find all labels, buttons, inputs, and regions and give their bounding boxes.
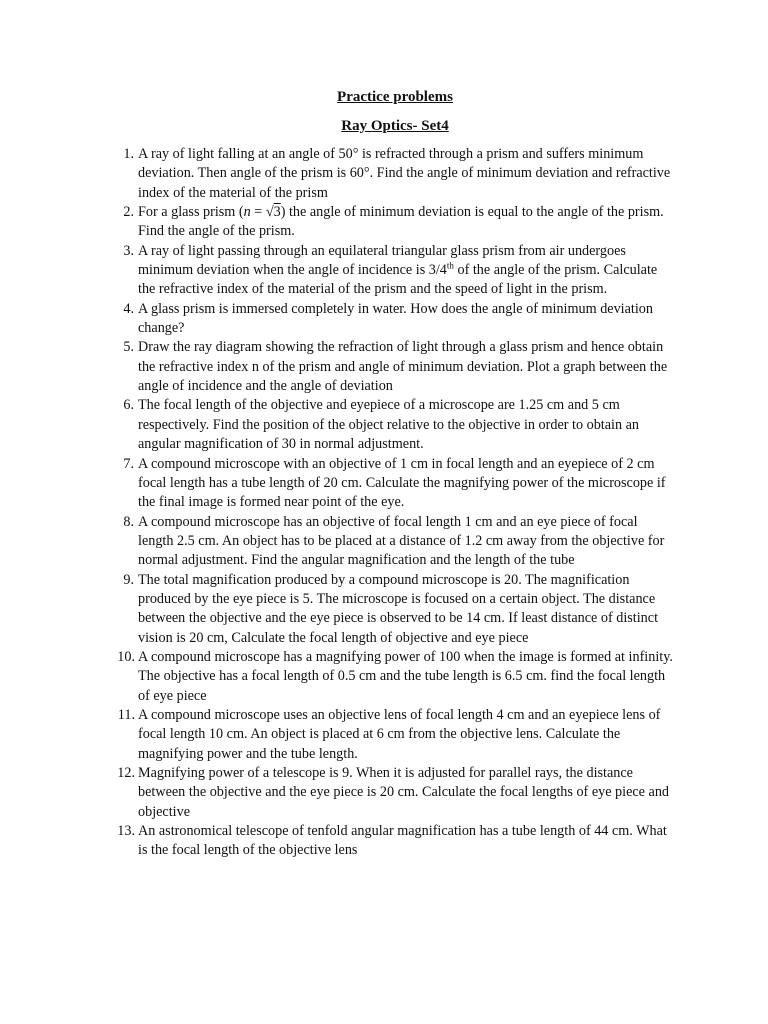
problem-text: A glass prism is immersed completely in water. How does the angle of minimum deviation change? — [138, 300, 653, 337]
problem-number: 1. — [123, 146, 134, 162]
sqrt-symbol: √ — [265, 204, 274, 221]
problem-number: 2. — [123, 204, 134, 221]
math-sqrt — [266, 204, 281, 220]
problem-item — [110, 571, 675, 648]
problem-item — [110, 513, 675, 571]
problem-text: The total magnification produced by a compound microscope is 20. The magnification produced by the eye piece is 5. The microscope is focused on a certain object. The distance between the objective and the eye piece is observed to be 14 cm. If least distance of distinct vision is 20 cm, Calculate the focal length of objective and eye piece — [138, 571, 659, 646]
problem-text: A ray of light falling at an angle of 50° is refracted through a prism and suffers minimum deviation. Then angle of the prism is 60°. Find the angle of minimum deviation and refractive index of the material of the prism — [138, 146, 671, 201]
superscript-th: th — [446, 260, 454, 271]
problem-text: The focal length of the objective and eyepiece of a microscope are 1.25 cm and 5 cm respectively. Find the position of the object relative to the objective in order to obtain an angular magnification of 30 in normal adjustment. — [138, 397, 640, 453]
problem-item — [110, 145, 675, 203]
problem-item — [110, 822, 675, 861]
problem-number: 8. — [123, 513, 134, 530]
math-equals: = — [250, 204, 266, 221]
problem-item — [110, 764, 675, 822]
problem-text — [138, 242, 675, 300]
problem-item — [110, 648, 675, 706]
problem-item — [110, 300, 675, 339]
problem-item — [110, 338, 675, 396]
problem-number: 12. — [117, 765, 135, 781]
problem-number: 5. — [123, 339, 134, 356]
problem-number: 4. — [123, 300, 134, 317]
problem-text: Draw the ray diagram showing the refraction of light through a glass prism and hence obtain the refractive index n of the prism and angle of minimum deviation. Plot a graph between the angle of incidence and the angle of deviation — [138, 339, 668, 395]
problem-text: A compound microscope has an objective of focal length 1 cm and an eye piece of focal length 2.5 cm. An object has to be placed at a distance of 1.2 cm away from the objective for normal adjustment. Find the angular magnification and the length of the tube — [138, 513, 665, 569]
problem-item — [110, 455, 675, 513]
problem-text: Magnifying power of a telescope is 9. When it is adjusted for parallel rays, the distance between the objective and the eye piece is 20 cm. Calculate the focal lengths of eye piece and objective — [138, 765, 670, 820]
problem-number: 10. — [117, 648, 135, 665]
document-title: Practice problems — [337, 89, 453, 105]
sqrt-radicand: 3 — [273, 204, 281, 221]
problem-text: A compound microscope has a magnifying power of 100 when the image is formed at infinity. The objective has a focal length of 0.5 cm and the tube length is 6.5 cm. find the focal length of eye piece — [138, 648, 673, 704]
problem-text-start: For a glass prism ( — [138, 204, 244, 221]
problem-text-start: A ray of light passing through an equilateral triangular glass prism from air undergoes minimum deviation when the angle of incidence is 3/4 — [138, 242, 626, 279]
problem-text: A compound microscope with an objective of 1 cm in focal length and an eyepiece of 2 cm focal length has a tube length of 20 cm. Calculate the magnifying power of the microscope if the final image is formed near point of the eye. — [138, 455, 666, 511]
problem-text: An astronomical telescope of tenfold angular magnification has a tube length of 44 cm. What is the focal length of the objective lens — [138, 823, 667, 859]
problem-item — [110, 396, 675, 454]
problem-text — [138, 203, 675, 242]
problem-number: 11. — [117, 706, 135, 723]
problem-number: 9. — [123, 571, 134, 588]
problem-list — [110, 145, 675, 861]
problem-number: 6. — [123, 397, 134, 414]
problem-item — [110, 706, 675, 764]
problem-item — [110, 203, 675, 242]
math-variable: n — [243, 204, 251, 221]
problem-item — [110, 242, 675, 300]
problem-number: 7. — [123, 455, 134, 472]
problem-text-end: ) the angle of minimum deviation is equal to the angle of the prism. Find the angle of the prism. — [138, 204, 664, 240]
problem-number: 13. — [117, 823, 135, 840]
problem-text: A compound microscope uses an objective lens of focal length 4 cm and an eyepiece lens of focal length 10 cm. An object is placed at 6 cm from the objective lens. Calculate the magnifying power and the tube length. — [138, 706, 661, 762]
problem-number: 3. — [123, 242, 134, 259]
problem-text-end: of the angle of the prism. Calculate the refractive index of the material of the prism and the speed of light in the prism. — [138, 262, 658, 298]
document-subtitle: Ray Optics- Set4 — [341, 118, 449, 134]
